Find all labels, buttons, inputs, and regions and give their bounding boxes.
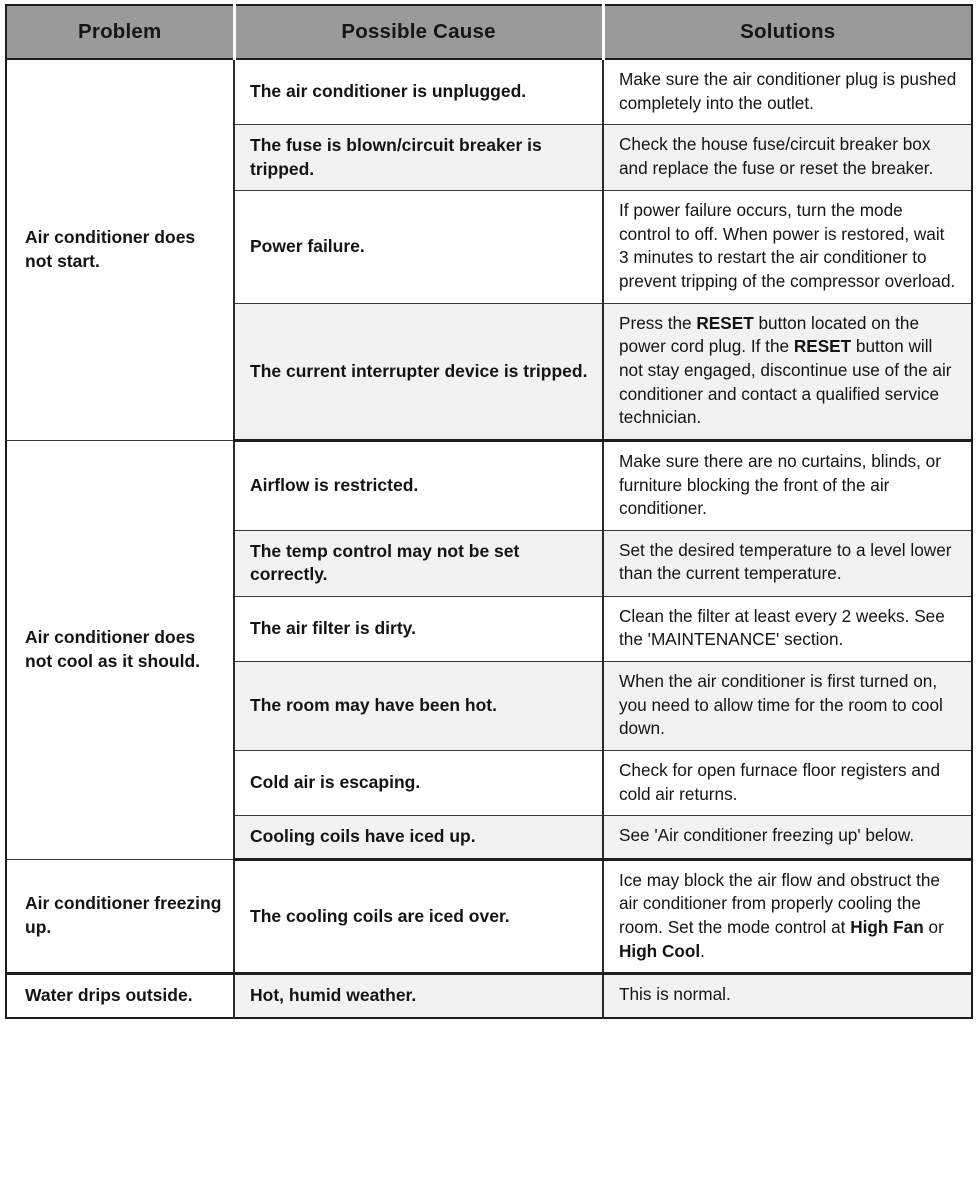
cause-cell: Hot, humid weather.: [234, 974, 603, 1018]
cause-cell: The air conditioner is unplugged.: [234, 59, 603, 125]
column-header-problem: Problem: [6, 5, 234, 59]
cause-cell: Airflow is restricted.: [234, 440, 603, 530]
cause-cell: Power failure.: [234, 191, 603, 304]
troubleshooting-table: [5, 4, 973, 1019]
cause-cell: The air filter is dirty.: [234, 596, 603, 661]
solution-cell: Press the RESET button located on the power cord plug. If the RESET button will not stay engaged, discontinue use of the air conditioner and contact a qualified service technician.: [603, 303, 972, 440]
header-row: [6, 5, 972, 59]
emphasis-text: High Cool: [619, 940, 701, 961]
column-header-cause: Possible Cause: [234, 5, 603, 59]
table-row: [6, 59, 972, 125]
solution-cell: Check for open furnace floor registers and cold air returns.: [603, 750, 972, 815]
table-body: [6, 59, 972, 1018]
table-row: [6, 974, 972, 1018]
solution-cell: Make sure there are no curtains, blinds, or furniture blocking the front of the air conditioner.: [603, 440, 972, 530]
problem-cell: Water drips outside.: [6, 974, 234, 1018]
table-row: [6, 440, 972, 530]
cause-cell: The cooling coils are iced over.: [234, 859, 603, 974]
solution-cell: Clean the filter at least every 2 weeks. See the 'MAINTENANCE' section.: [603, 596, 972, 661]
cause-cell: The room may have been hot.: [234, 662, 603, 751]
column-header-solution: Solutions: [603, 5, 972, 59]
solution-cell: Check the house fuse/circuit breaker box and replace the fuse or reset the breaker.: [603, 125, 972, 191]
cause-cell: The current interrupter device is tripped.: [234, 303, 603, 440]
solution-cell: See 'Air conditioner freezing up' below.: [603, 816, 972, 859]
problem-cell: Air conditioner does not cool as it should.: [6, 440, 234, 859]
solution-cell: This is normal.: [603, 974, 972, 1018]
emphasis-text: RESET: [793, 336, 852, 357]
cause-cell: Cold air is escaping.: [234, 750, 603, 815]
cause-cell: The fuse is blown/circuit breaker is tripped.: [234, 125, 603, 191]
table-header: [6, 5, 972, 59]
cause-cell: Cooling coils have iced up.: [234, 816, 603, 859]
solution-cell: When the air conditioner is first turned on, you need to allow time for the room to cool down.: [603, 662, 972, 751]
cause-cell: The temp control may not be set correctly.: [234, 530, 603, 596]
problem-cell: Air conditioner does not start.: [6, 59, 234, 440]
emphasis-text: RESET: [696, 312, 754, 333]
problem-cell: Air conditioner freezing up.: [6, 859, 234, 974]
solution-cell: Set the desired temperature to a level lower than the current temperature.: [603, 530, 972, 596]
solution-cell: If power failure occurs, turn the mode control to off. When power is restored, wait 3 minutes to restart the air conditioner to prevent tripping of the compressor overload.: [603, 191, 972, 304]
emphasis-text: High Fan: [850, 916, 924, 937]
table-row: [6, 859, 972, 974]
solution-cell: Ice may block the air flow and obstruct the air conditioner from properly cooling the room. Set the mode control at High Fan or High Cool.: [603, 859, 972, 974]
solution-cell: Make sure the air conditioner plug is pushed completely into the outlet.: [603, 59, 972, 125]
